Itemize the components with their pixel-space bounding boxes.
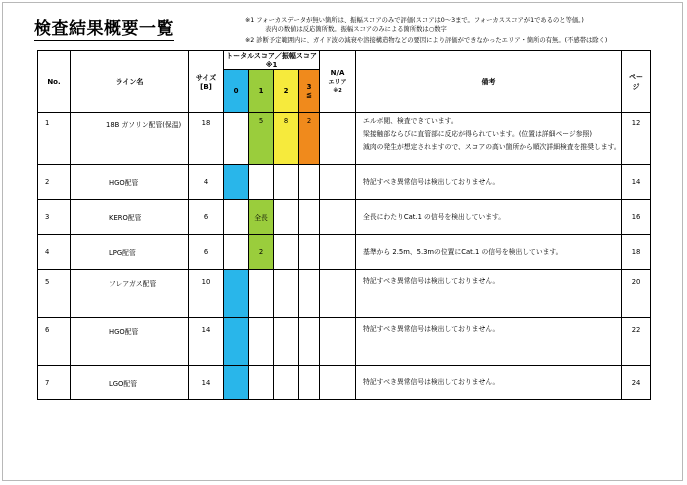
row-score-0 (224, 235, 249, 270)
row-na (320, 113, 356, 165)
row-page: 18 (622, 235, 651, 270)
header-size-l1: サイズ (195, 73, 217, 82)
row-score-0 (224, 366, 249, 400)
row-score-3 (299, 270, 320, 318)
header-line: ライン名 (71, 51, 189, 113)
note-1-sub: 表内の数値は反応箇所数。振幅スコアのみによる箇所数は○数字 (265, 26, 447, 33)
row-score-1 (249, 366, 274, 400)
row-score-3 (299, 165, 320, 200)
header-no: No. (38, 51, 71, 113)
score-header-3 (299, 70, 320, 113)
row-score-1 (249, 270, 274, 318)
row-na (320, 200, 356, 235)
row-score-1: 2 (249, 235, 274, 270)
row-page: 12 (622, 113, 651, 165)
row-line: LGO配管 (71, 366, 189, 400)
row-remarks (356, 270, 622, 318)
row-no: 4 (38, 235, 71, 270)
row-no: 7 (38, 366, 71, 400)
row-na (320, 165, 356, 200)
score-header-0: 0 (224, 70, 249, 113)
row-score-2 (274, 318, 299, 366)
table-row (38, 235, 651, 270)
row-score-3 (299, 235, 320, 270)
header-page-l2: ジ (632, 82, 640, 91)
row-no: 6 (38, 318, 71, 366)
row-line: KERO配管 (71, 200, 189, 235)
table-row (38, 113, 651, 165)
remark-line: 特記すべき異常信号は検出しておりません。 (363, 378, 500, 386)
table-row (38, 270, 651, 318)
row-remarks (356, 366, 622, 400)
remark-line: 基準から 2.5m、5.3mの位置にCat.1 の信号を検出しています。 (363, 247, 563, 256)
row-no: 1 (38, 113, 71, 165)
row-score-0 (224, 165, 249, 200)
row-score-1 (249, 318, 274, 366)
row-remarks (356, 318, 622, 366)
row-no: 2 (38, 165, 71, 200)
row-na (320, 235, 356, 270)
row-score-3 (299, 366, 320, 400)
row-score-0 (224, 113, 249, 165)
row-remarks (356, 235, 622, 270)
header-na (320, 51, 356, 113)
header-na-l2: エリア (328, 79, 347, 86)
row-score-1: 全長 (249, 200, 274, 235)
header-score-title: トータルスコア／振幅スコア※1 (224, 51, 320, 70)
table-row (38, 165, 651, 200)
row-line: 18B ガソリン配管(保温) (71, 113, 189, 165)
row-size: 14 (189, 318, 224, 366)
row-score-3 (299, 200, 320, 235)
remark-line: 減肉の発生が想定されますので、スコアの高い箇所から順次詳細検査を推奨します。 (363, 143, 621, 151)
remark-line: 特記すべき異常信号は検出しておりません。 (363, 177, 500, 186)
row-page: 22 (622, 318, 651, 366)
row-no: 3 (38, 200, 71, 235)
remark-line: 梁接触部ならびに直管部に反応が得られています。(位置は詳細ページ参照) (363, 130, 592, 138)
row-page: 20 (622, 270, 651, 318)
header-size (189, 51, 224, 113)
summary-table (37, 50, 651, 400)
header-page-l1: ペー (629, 72, 644, 81)
score-header-3-num: 3 (306, 83, 312, 91)
remark-line: 特記すべき異常信号は検出しておりません。 (363, 277, 500, 285)
header-page (622, 51, 651, 113)
row-remarks (356, 113, 622, 165)
row-size: 10 (189, 270, 224, 318)
row-score-1: 5 (249, 113, 274, 165)
score-header-3-sym: ≦ (306, 91, 312, 99)
remark-line: エルボ閲、検査できています。 (363, 117, 458, 125)
table-row (38, 318, 651, 366)
row-score-2 (274, 270, 299, 318)
note-1: ※1 フォーカスデータが無い箇所は、振幅スコアのみで評価(スコアは0～3まで。フォーカススコアが1であるのと等価。) (245, 17, 584, 24)
row-score-2 (274, 235, 299, 270)
table-row (38, 366, 651, 400)
row-page: 24 (622, 366, 651, 400)
row-line: HGO配管 (71, 318, 189, 366)
row-score-2 (274, 200, 299, 235)
row-page: 14 (622, 165, 651, 200)
remark-line: 特記すべき異常信号は検出しておりません。 (363, 325, 500, 333)
row-score-2 (274, 165, 299, 200)
table-row (38, 200, 651, 235)
row-no: 5 (38, 270, 71, 318)
row-score-0 (224, 200, 249, 235)
header-na-l1: N/A (330, 69, 345, 77)
page-title: 検査結果概要一覧 (34, 19, 174, 39)
note-2: ※2 診断予定範囲内に、ガイド波の減衰や溶接構造物などの要因により評価ができなかったエリア・箇所の有無。(不感帯は除く) (245, 37, 608, 44)
row-size: 6 (189, 200, 224, 235)
remark-line: 全長にわたりCat.1 の信号を検出しています。 (363, 212, 506, 221)
row-score-2: 8 (274, 113, 299, 165)
row-line: フレアガス配管 (71, 270, 189, 318)
row-score-0 (224, 318, 249, 366)
row-size: 18 (189, 113, 224, 165)
row-na (320, 270, 356, 318)
row-page: 16 (622, 200, 651, 235)
row-size: 4 (189, 165, 224, 200)
row-na (320, 318, 356, 366)
row-score-0 (224, 270, 249, 318)
row-size: 14 (189, 366, 224, 400)
row-remarks (356, 200, 622, 235)
header-na-l3: ※2 (333, 88, 342, 94)
header-remarks: 備考 (356, 51, 622, 113)
row-score-3: 2 (299, 113, 320, 165)
row-score-3 (299, 318, 320, 366)
header-size-l2: [B] (200, 82, 212, 91)
row-remarks (356, 165, 622, 200)
row-size: 6 (189, 235, 224, 270)
row-line: HGO配管 (71, 165, 189, 200)
score-header-2: 2 (274, 70, 299, 113)
row-line: LPG配管 (71, 235, 189, 270)
score-header-1: 1 (249, 70, 274, 113)
row-score-2 (274, 366, 299, 400)
row-score-1 (249, 165, 274, 200)
row-na (320, 366, 356, 400)
